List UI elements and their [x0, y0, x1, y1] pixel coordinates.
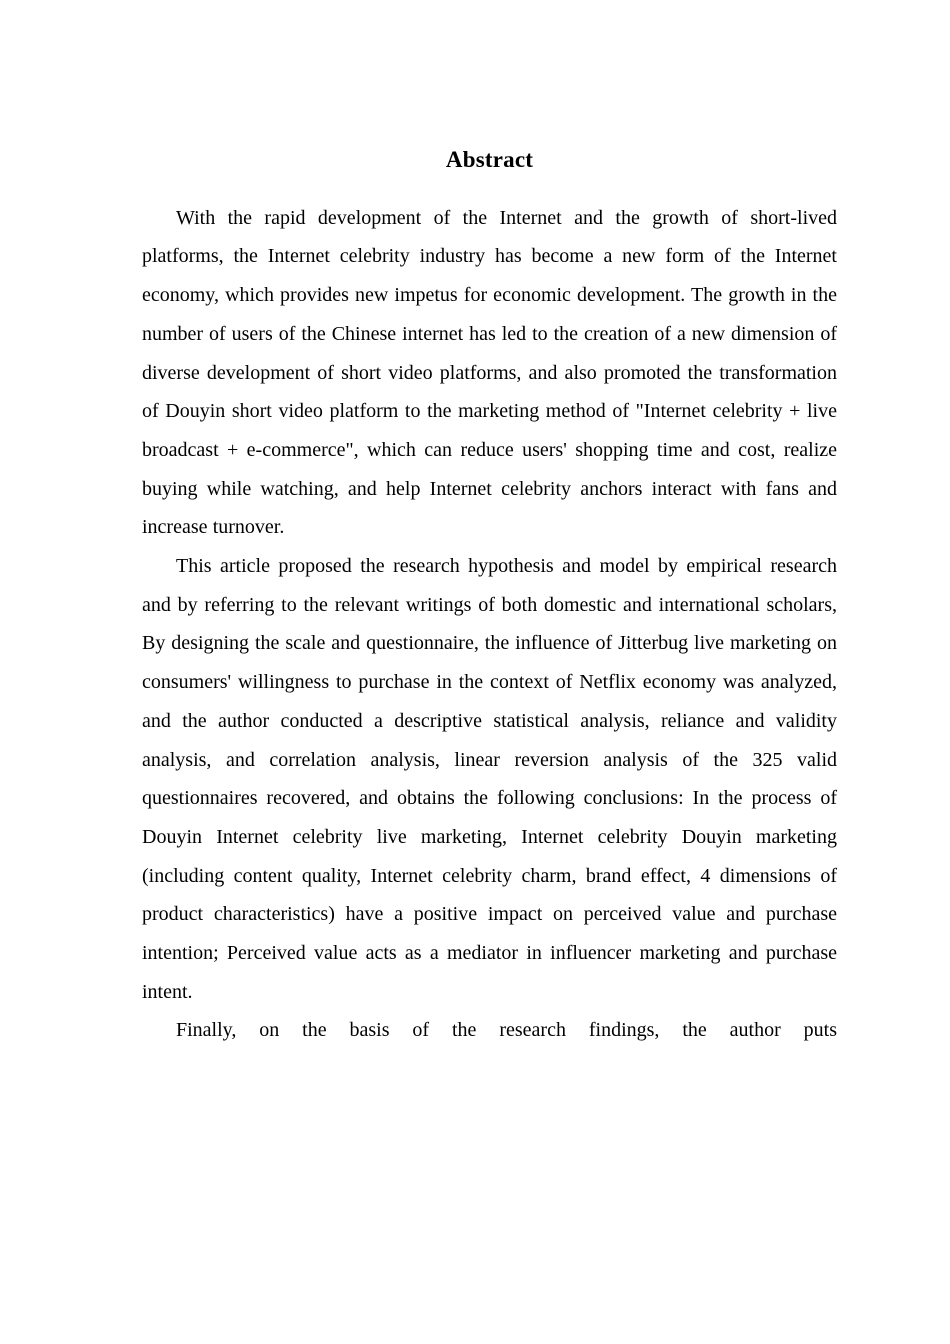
abstract-body	[142, 199, 837, 1050]
abstract-paragraph-2: This article proposed the research hypothesis and model by empirical research and by referring to the relevant writings of both domestic and international scholars, By designing the scale and questionnaire, the influence of Jitterbug live marketing on consumers' willingness to purchase in the context of Netflix economy was analyzed, and the author conducted a descriptive statistical analysis, reliance and validity analysis, and correlation analysis, linear reversion analysis of the 325 valid questionnaires recovered, and obtains the following conclusions: In the process of Douyin Internet celebrity live marketing, Internet celebrity Douyin marketing (including content quality, Internet celebrity charm, brand effect, 4 dimensions of product characteristics) have a positive impact on perceived value and purchase intention; Perceived value acts as a mediator in influencer marketing and purchase intent.	[142, 555, 837, 1003]
abstract-paragraph-3: Finally, on the basis of the research findings, the author puts	[176, 1019, 837, 1042]
abstract-paragraph-1: With the rapid development of the Internet and the growth of short-lived platforms, the Internet celebrity industry has become a new form of the Internet economy, which provides new impetus for economic development. The growth in the number of users of the Chinese internet has led to the creation of a new dimension of diverse development of short video platforms, and also promoted the transformation of Douyin short video platform to the marketing method of "Internet celebrity + live broadcast + e-commerce", which can reduce users' shopping time and cost, realize buying while watching, and help Internet celebrity anchors interact with fans and increase turnover.	[142, 206, 837, 539]
page-title: Abstract	[445, 147, 534, 172]
page-content-column	[142, 0, 837, 1050]
